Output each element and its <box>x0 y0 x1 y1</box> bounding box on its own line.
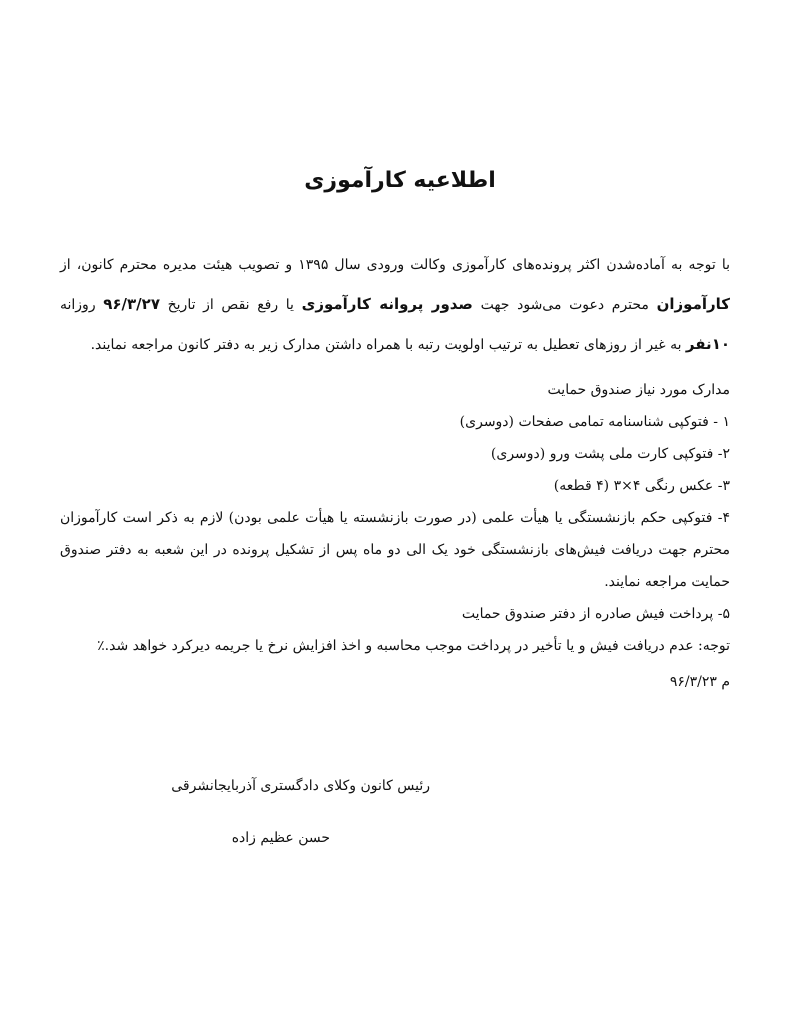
doc-item: ۴- فتوکپی حکم بازنشستگی یا هیأت علمی (در صورت بازنشسته یا هیأت علمی بودن) لازم به ذکر است کارآموزان محترم جهت دریافت فیش‌های بازنشستگی خود یک الی دو ماه پس از تشکیل پرونده در این شعبه به دفتر صندوق حمایت مراجعه نمایند. <box>60 510 730 590</box>
signer-title: رئیس کانون وکلای دادگستری آذربایجانشرقی <box>171 778 430 794</box>
doc-item: ۵- پرداخت فیش صادره از دفتر صندوق حمایت <box>461 606 730 622</box>
intro-bold-trainees: کارآموزان <box>656 295 730 313</box>
required-documents <box>60 374 730 662</box>
doc-item: ۳- عکس رنگی ۴×۳ (۴ قطعه) <box>553 478 730 494</box>
notice-intro-paragraph <box>60 246 730 365</box>
notice-date: م ۹۶/۳/۲۳ <box>669 674 730 690</box>
intro-text-3: یا رفع نقص از تاریخ <box>167 297 294 313</box>
intro-text-1: با توجه به آماده‌شدن اکثر پرونده‌های کارآموزی وکالت ورودی سال ۱۳۹۵ و تصویب هیئت مدیره محترم کانون، از <box>60 257 731 273</box>
docs-heading: مدارک مورد نیاز صندوق حمایت <box>547 382 730 398</box>
doc-item: ۲- فتوکپی کارت ملی پشت ورو (دوسری) <box>490 446 730 462</box>
intro-bold-date: ۹۶/۳/۲۷ <box>103 295 160 313</box>
intro-text-5: به غیر از روزهای تعطیل به ترتیب اولویت رتبه با همراه داشتن مدارک زیر به دفتر کانون مراجعه نمایند. <box>90 337 682 353</box>
note-text: توجه: عدم دریافت فیش و یا تأخیر در پرداخت موجب محاسبه و اخذ افزایش نرخ یا جریمه دیرکرد خواهد شد.٪ <box>97 638 730 654</box>
intro-text-4: روزانه <box>60 297 96 313</box>
signer-name: حسن عظیم زاده <box>231 830 330 846</box>
intro-text-2: محترم دعوت می‌شود جهت <box>480 297 649 313</box>
doc-item: ۱ - فتوکپی شناسنامه تمامی صفحات (دوسری) <box>459 414 730 430</box>
intro-bold-license: صدور پروانه کارآموزی <box>301 295 473 313</box>
intro-bold-count: ۱۰نفر <box>685 335 730 353</box>
notice-title: اطلاعیه کارآموزی <box>304 168 496 193</box>
